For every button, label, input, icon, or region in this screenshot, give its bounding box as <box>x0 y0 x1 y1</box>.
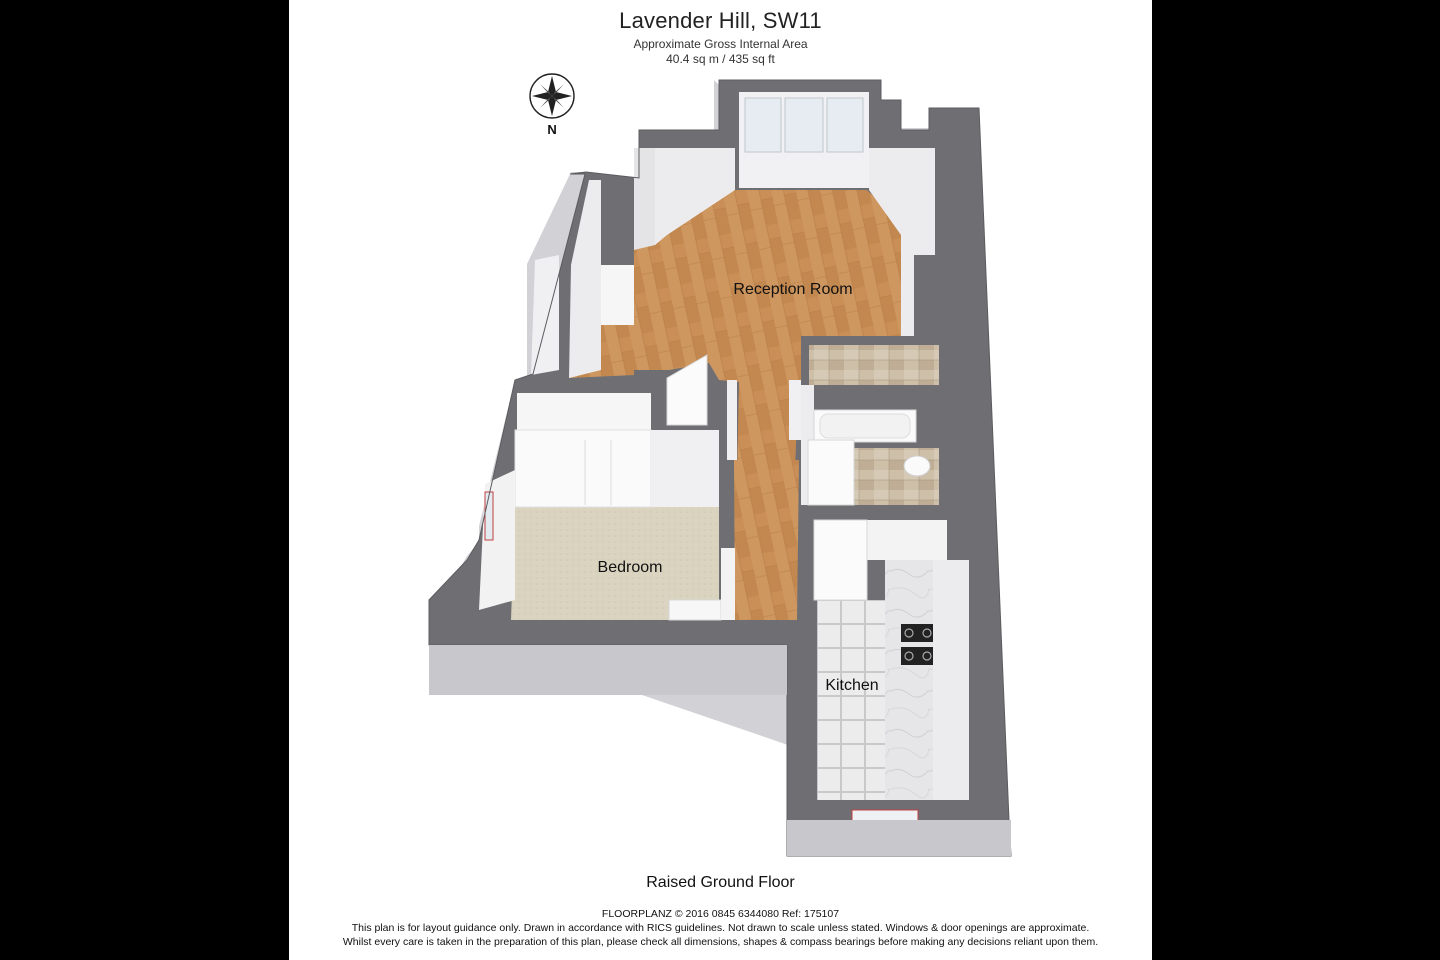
basin <box>904 456 930 476</box>
bay-windows <box>745 98 863 152</box>
footer-disclaimer-2: Whilst every care is taken in the preparation of this plan, please check all dimensions, shapes & compass bearings before making any decisions reliant upon them. <box>342 936 1099 948</box>
bedroom-door <box>669 600 721 620</box>
alcove-left-face <box>531 255 559 375</box>
reception-left-inner <box>634 148 655 250</box>
compass-label: N <box>547 122 557 137</box>
bath-inner <box>820 414 910 438</box>
label-bedroom: Bedroom <box>597 559 663 576</box>
floor-name: Raised Ground Floor <box>646 874 795 891</box>
alcove-inner-wall <box>601 265 634 325</box>
hall-left-wall <box>727 380 737 460</box>
kitchen-door <box>814 520 867 600</box>
bedroom-side-wall <box>651 430 719 507</box>
footer-credit: FLOORPLANZ © 2016 0845 6344080 Ref: 175107 <box>601 908 840 920</box>
kitchen-counter <box>885 560 933 800</box>
area-caption: Approximate Gross Internal Area <box>633 37 808 51</box>
plan-title: Lavender Hill, SW11 <box>619 8 822 33</box>
floorplan-drawing <box>289 0 1152 960</box>
outer-wall-bottom-face <box>429 645 787 695</box>
bathroom-door <box>808 440 854 505</box>
label-reception-room: Reception Room <box>733 281 853 298</box>
kitchen-right-wall <box>933 560 969 800</box>
hall-right-wall <box>789 380 801 440</box>
bedroom-window-wall <box>479 470 515 610</box>
area-value: 40.4 sq m / 435 sq ft <box>666 52 775 66</box>
label-kitchen: Kitchen <box>825 677 879 694</box>
compass-rose-icon <box>530 74 574 137</box>
hallway-floor <box>734 460 799 620</box>
kitchen-floor <box>817 600 885 800</box>
wardrobe <box>515 430 651 507</box>
kitchen-wall-bottom-face <box>787 820 1011 856</box>
bedroom-doorframe <box>721 548 735 620</box>
floorplan-sheet <box>289 0 1152 960</box>
footer-disclaimer-1: This plan is for layout guidance only. Drawn in accordance with RICS guidelines. Not drawn to scale unless stated. Windows & door openings are approximate. <box>351 922 1090 934</box>
bedroom-window <box>485 492 493 540</box>
bathroom-wall-tiles <box>809 345 939 385</box>
